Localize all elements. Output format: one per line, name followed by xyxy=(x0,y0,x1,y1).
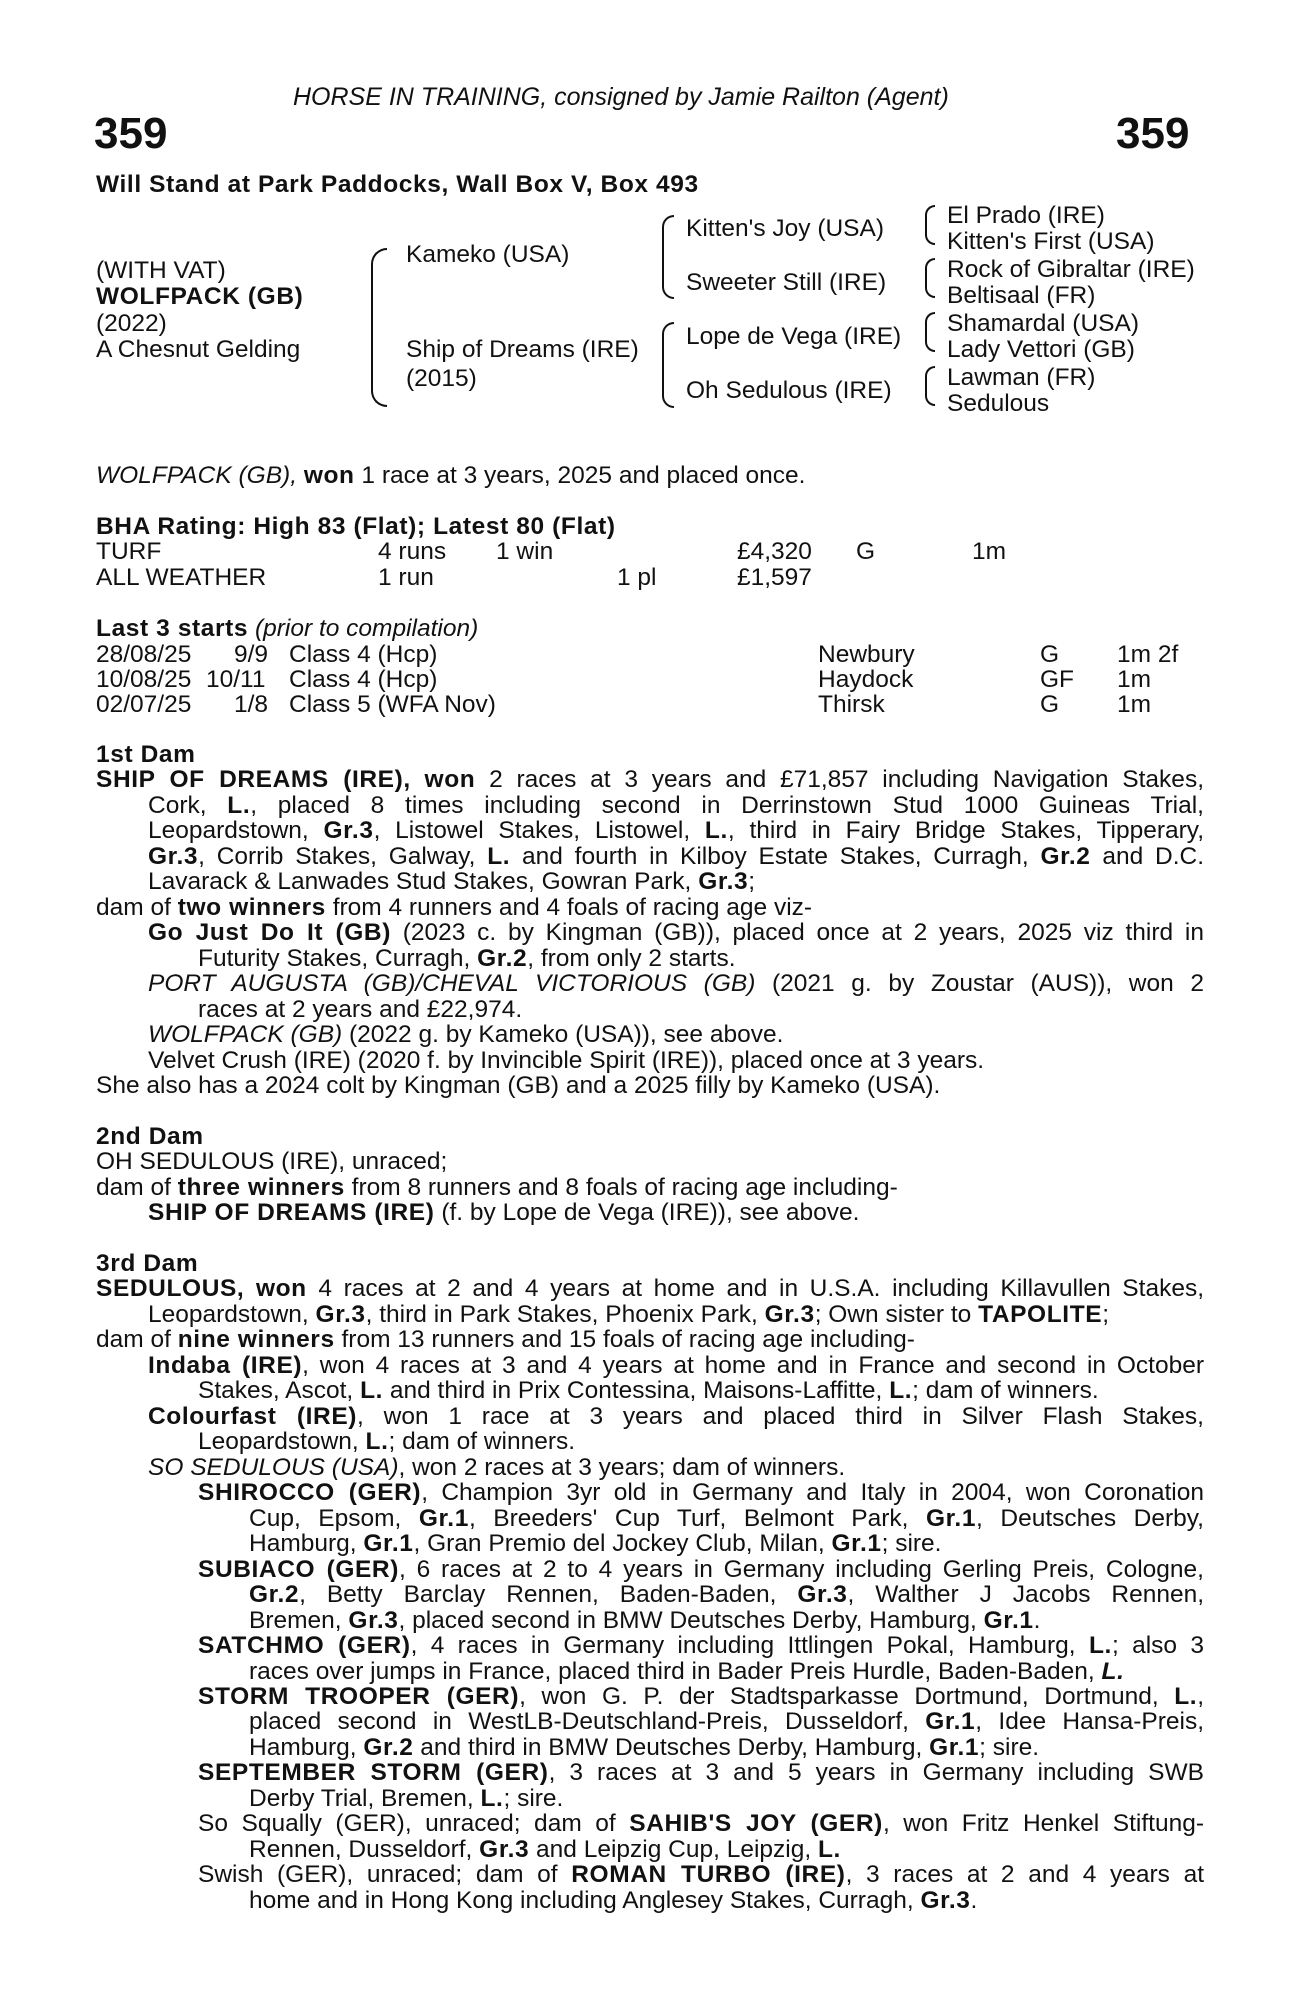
grand-offspring-so-squally: So Squally (GER), unraced; dam of SAHIB'S JOY (GER), won Fritz Henkel Stiftung- xyxy=(198,1810,1204,1838)
grand-offspring-storm-trooper: placed second in WestLB-Deutschland-Preis, Dusseldorf, Gr.1, Idee Hansa-Preis, xyxy=(249,1708,1204,1736)
turf-distance: 1m xyxy=(972,538,1007,565)
third-dam-line: SEDULOUS, won 4 races at 2 and 4 years at home and in U.S.A. including Killavullen Stakes, xyxy=(96,1275,1204,1303)
start-class: Class 4 (Hcp) xyxy=(289,666,438,693)
race-summary xyxy=(96,463,805,488)
offspring-go-just-do-it: Go Just Do It (GB) (2023 c. by Kingman (GB)), placed once at 2 years, 2025 viz third in xyxy=(148,919,1204,947)
first-dam-line: Gr.3, Corrib Stakes, Galway, L. and fourth in Kilboy Estate Stakes, Curragh, Gr.2 and D.C. xyxy=(148,842,1204,870)
start-going: G xyxy=(1040,691,1060,718)
start-position: 10/11 xyxy=(206,666,266,693)
summary-rest: 1 race at 3 years, 2025 and placed once. xyxy=(354,462,806,489)
start-course: Haydock xyxy=(818,666,914,693)
dam-year: (2015) xyxy=(406,365,477,392)
last-starts-title: Last 3 starts xyxy=(96,615,249,642)
start-distance: 1m xyxy=(1117,691,1152,718)
turf-going: G xyxy=(856,538,876,565)
offspring-port-augusta: races at 2 years and £22,974. xyxy=(198,995,523,1023)
grand-offspring-swish: home and in Hong Kong including Anglesey Stakes, Curragh, Gr.3. xyxy=(249,1886,978,1914)
start-class: Class 5 (WFA Nov) xyxy=(289,691,496,718)
third-dam-section xyxy=(96,1251,1204,1913)
summary-horse-name: WOLFPACK (GB), xyxy=(96,462,298,489)
pedigree-main-brace xyxy=(371,248,387,407)
stand-location: Will Stand at Park Paddocks, Wall Box V, Box 493 xyxy=(96,171,699,198)
third-dam-heading: 3rd Dam xyxy=(96,1250,199,1277)
sire-sire: Kitten's Joy (USA) xyxy=(686,215,885,242)
turf-surface: TURF xyxy=(96,538,162,565)
start-position: 9/9 xyxy=(234,641,269,668)
grand-ancestor-6: Lady Vettori (GB) xyxy=(947,336,1135,363)
start-date: 28/08/25 xyxy=(96,641,192,668)
first-dam-heading: 1st Dam xyxy=(96,741,196,768)
offspring-wolfpack: WOLFPACK (GB) (2022 g. by Kameko (USA)), see above. xyxy=(148,1021,784,1049)
second-dam-section xyxy=(96,1124,1204,1226)
grand-ancestor-4: Beltisaal (FR) xyxy=(947,282,1096,309)
turf-wins: 1 win xyxy=(496,538,554,565)
second-dam-offspring: SHIP OF DREAMS (IRE) (f. by Lope de Vega (IRE)), see above. xyxy=(148,1199,860,1227)
start-distance: 1m 2f xyxy=(1117,641,1179,668)
second-dam-heading: 2nd Dam xyxy=(96,1123,204,1150)
offspring-colourfast: Colourfast (IRE), won 1 race at 3 years and placed third in Silver Flash Stakes, xyxy=(148,1402,1204,1430)
grand-offspring-shirocco: Cup, Epsom, Gr.1, Breeders' Cup Turf, Belmont Park, Gr.1, Deutsches Derby, xyxy=(249,1504,1204,1532)
aw-runs: 1 run xyxy=(378,564,434,591)
consignor-line: HORSE IN TRAINING, consigned by Jamie Railton (Agent) xyxy=(293,83,949,111)
grand-offspring-so-squally: Rennen, Dusseldorf, Gr.3 and Leipzig Cup, Leipzig, L. xyxy=(249,1835,841,1863)
horse-description: A Chesnut Gelding xyxy=(96,336,301,363)
grand-offspring-swish: Swish (GER), unraced; dam of ROMAN TURBO (IRE), 3 races at 2 and 4 years at xyxy=(198,1861,1204,1889)
first-dam-line: SHIP OF DREAMS (IRE), won 2 races at 3 years and £71,857 including Navigation Stakes, xyxy=(96,766,1204,794)
aw-prize: £1,597 xyxy=(737,564,812,591)
dam-name: Ship of Dreams (IRE) xyxy=(406,336,639,363)
grand-offspring-subiaco: Bremen, Gr.3, placed second in BMW Deutsches Derby, Hamburg, Gr.1. xyxy=(249,1606,1041,1634)
grand-offspring-subiaco: SUBIACO (GER), 6 races at 2 to 4 years in Germany including Gerling Preis, Cologne, xyxy=(198,1555,1204,1583)
start-going: G xyxy=(1040,641,1060,668)
start-course: Newbury xyxy=(818,641,915,668)
grand-ancestor-2: Kitten's First (USA) xyxy=(947,228,1155,255)
offspring-indaba: Stakes, Ascot, L. and third in Prix Contessina, Maisons-Laffitte, L.; dam of winners. xyxy=(198,1377,1099,1405)
first-dam-line: Lavarack & Lanwades Stud Stakes, Gowran Park, Gr.3; xyxy=(148,868,756,896)
g-brace-4 xyxy=(925,366,935,406)
grand-ancestor-3: Rock of Gibraltar (IRE) xyxy=(947,256,1195,283)
start-course: Thirsk xyxy=(818,691,885,718)
sire-dam: Sweeter Still (IRE) xyxy=(686,269,887,296)
offspring-so-sedulous: SO SEDULOUS (USA), won 2 races at 3 years; dam of winners. xyxy=(148,1453,846,1481)
first-dam-line: Cork, L., placed 8 times including second in Derrinstown Stud 1000 Guineas Trial, xyxy=(148,791,1204,819)
dam-dam: Oh Sedulous (IRE) xyxy=(686,377,892,404)
g-brace-3 xyxy=(925,312,935,352)
grand-offspring-satchmo: races over jumps in France, placed third in Bader Preis Hurdle, Baden-Baden, L. xyxy=(249,1657,1125,1685)
grand-ancestor-7: Lawman (FR) xyxy=(947,364,1096,391)
summary-won: won xyxy=(303,462,355,489)
start-date: 02/07/25 xyxy=(96,691,192,718)
dam-brace xyxy=(662,322,674,408)
second-dam-produce-summary: dam of three winners from 8 runners and 8 foals of racing age including- xyxy=(96,1173,898,1201)
lot-number-left: 359 xyxy=(94,109,168,158)
start-date: 10/08/25 xyxy=(96,666,192,693)
grand-offspring-september-storm: Derby Trial, Bremen, L.; sire. xyxy=(249,1784,564,1812)
dam-sire: Lope de Vega (IRE) xyxy=(686,323,902,350)
bha-rating-heading: BHA Rating: High 83 (Flat); Latest 80 (Flat) xyxy=(96,513,616,540)
third-dam-line: Leopardstown, Gr.3, third in Park Stakes, Phoenix Park, Gr.3; Own sister to TAPOLITE; xyxy=(148,1300,1110,1328)
first-dam-section xyxy=(96,742,1204,1099)
grand-ancestor-5: Shamardal (USA) xyxy=(947,310,1139,337)
start-position: 1/8 xyxy=(234,691,269,718)
grand-offspring-shirocco: Hamburg, Gr.1, Gran Premio del Jockey Club, Milan, Gr.1; sire. xyxy=(249,1530,942,1558)
grand-offspring-september-storm: SEPTEMBER STORM (GER), 3 races at 3 and 5 years in Germany including SWB xyxy=(198,1759,1204,1787)
offspring-go-just-do-it: Futurity Stakes, Curragh, Gr.2, from only 2 starts. xyxy=(198,944,736,972)
offspring-indaba: Indaba (IRE), won 4 races at 3 and 4 years at home and in France and second in October xyxy=(148,1351,1205,1379)
start-going: GF xyxy=(1040,666,1075,693)
grand-offspring-subiaco: Gr.2, Betty Barclay Rennen, Baden-Baden, Gr.3, Walther J Jacobs Rennen, xyxy=(249,1581,1205,1609)
sire-brace xyxy=(662,215,674,299)
g-brace-2 xyxy=(925,258,935,298)
first-dam-produce-summary: dam of two winners from 4 runners and 4 foals of racing age viz- xyxy=(96,893,813,921)
grand-offspring-shirocco: SHIROCCO (GER), Champion 3yr old in Germany and Italy in 2004, won Coronation xyxy=(198,1479,1204,1507)
aw-surface: ALL WEATHER xyxy=(96,564,267,591)
grand-ancestor-1: El Prado (IRE) xyxy=(947,202,1105,229)
turf-prize: £4,320 xyxy=(737,538,812,565)
grand-offspring-storm-trooper: Hamburg, Gr.2 and third in BMW Deutsches Derby, Hamburg, Gr.1; sire. xyxy=(249,1733,1040,1761)
third-dam-produce-summary: dam of nine winners from 13 runners and 15 foals of racing age including- xyxy=(96,1326,915,1354)
first-dam-line: Leopardstown, Gr.3, Listowel Stakes, Listowel, L., third in Fairy Bridge Stakes, Tipperary, xyxy=(148,817,1205,845)
last-starts-subtitle: (prior to compilation) xyxy=(254,615,479,642)
aw-placed: 1 pl xyxy=(617,564,657,591)
horse-name: WOLFPACK (GB) xyxy=(96,283,304,310)
turf-runs: 4 runs xyxy=(378,538,447,565)
offspring-velvet-crush: Velvet Crush (IRE) (2020 f. by Invincible Spirit (IRE)), placed once at 3 years. xyxy=(148,1046,985,1074)
sire-name: Kameko (USA) xyxy=(406,241,570,268)
lot-number-right: 359 xyxy=(1116,109,1190,158)
grand-offspring-satchmo: SATCHMO (GER), 4 races in Germany including Ittlingen Pokal, Hamburg, L.; also 3 xyxy=(198,1632,1204,1660)
start-class: Class 4 (Hcp) xyxy=(289,641,438,668)
foaling-year: (2022) xyxy=(96,310,167,337)
vat-label: (WITH VAT) xyxy=(96,257,226,284)
first-dam-foals: She also has a 2024 colt by Kingman (GB) and a 2025 filly by Kameko (USA). xyxy=(96,1072,941,1100)
offspring-colourfast: Leopardstown, L.; dam of winners. xyxy=(198,1428,576,1456)
last-starts-heading xyxy=(96,616,478,641)
second-dam-name: OH SEDULOUS (IRE), unraced; xyxy=(96,1148,448,1176)
start-distance: 1m xyxy=(1117,666,1152,693)
grand-offspring-storm-trooper: STORM TROOPER (GER), won G. P. der Stadtsparkasse Dortmund, Dortmund, L., xyxy=(198,1682,1205,1710)
g-brace-1 xyxy=(925,205,935,245)
offspring-port-augusta: PORT AUGUSTA (GB)/CHEVAL VICTORIOUS (GB) (2021 g. by Zoustar (AUS)), won 2 xyxy=(148,970,1204,998)
grand-ancestor-8: Sedulous xyxy=(947,390,1050,417)
